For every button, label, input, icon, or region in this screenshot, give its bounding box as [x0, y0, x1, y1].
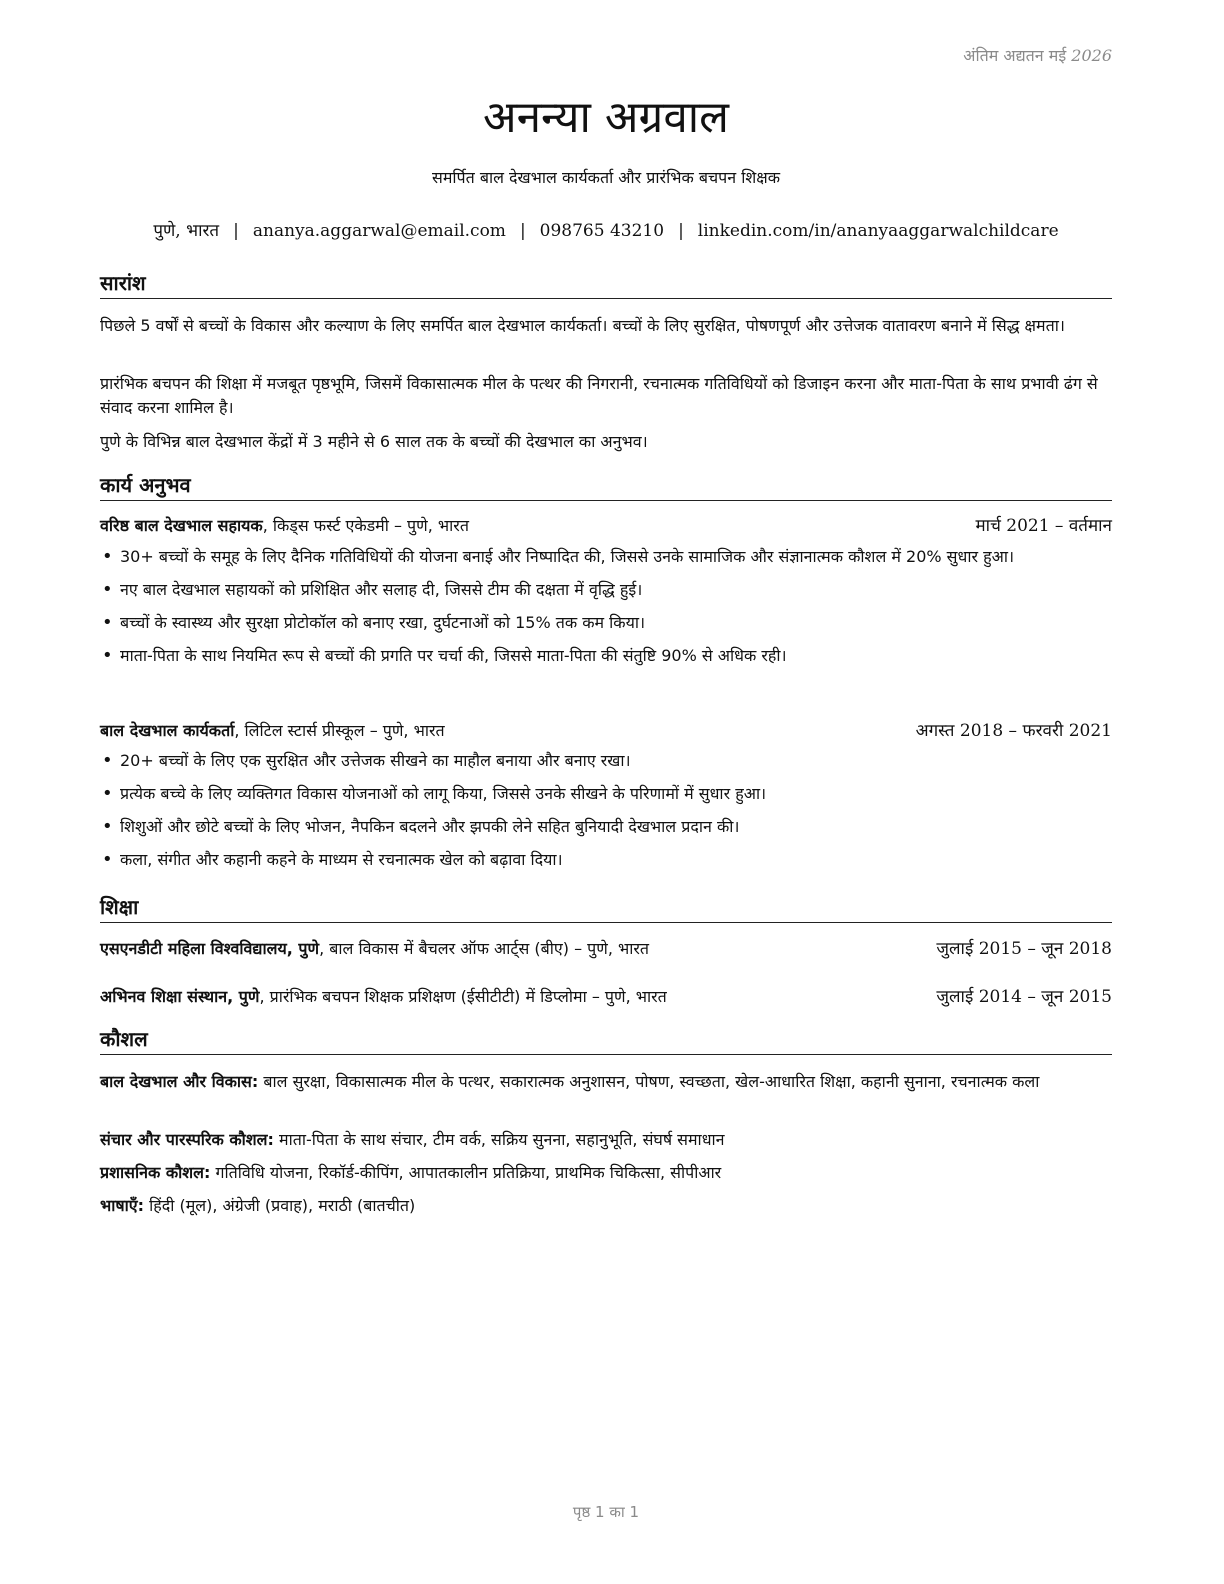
job-dates: अगस्त 2018 – फरवरी 2021 — [915, 721, 1112, 741]
summary-paragraph: पिछले 5 वर्षों से बच्चों के विकास और कल्याण के लिए समर्पित बाल देखभाल कार्यकर्ता। बच्चों के लिए सुरक्षित, पोषणपूर्ण और उत्तेजक वातावरण बनाने में सिद्ध क्षमता। — [100, 316, 1065, 335]
contact-email-link[interactable]: ananya.aggarwal@email.com — [252, 221, 506, 241]
job-dates: मार्च 2021 – वर्तमान — [975, 516, 1112, 536]
summary-paragraph: प्रारंभिक बचपन की शिक्षा में मजबूत पृष्ठभूमि, जिसमें विकासात्मक मील के पत्थर की निगरानी, रचनात्मक गतिविधियों को डिजाइन करना और माता-पिता के साथ प्रभावी ढंग से संवाद करना शामिल है। — [100, 374, 1098, 417]
list-item: • बच्चों के स्वास्थ्य और सुरक्षा प्रोटोकॉल को बनाए रखा, दुर्घटनाओं को 15% तक कम किया। — [100, 611, 1112, 635]
job-header — [100, 719, 1112, 743]
list-item: • 20+ बच्चों के लिए एक सुरक्षित और उत्तेजक सीखने का माहौल बनाया और बनाए रखा। — [100, 749, 1112, 773]
list-item: • कला, संगीत और कहानी कहने के माध्यम से रचनात्मक खेल को बढ़ावा दिया। — [100, 848, 1112, 872]
page-number-footer: पृष्ठ 1 का 1 — [572, 1503, 640, 1521]
section-title-skills: कौशल — [100, 1026, 1112, 1055]
section-title-education: शिक्षा — [100, 894, 1112, 923]
job-organization: , लिटिल स्टार्स प्रीस्कूल – पुणे, भारत — [234, 721, 445, 740]
contact-line — [100, 218, 1112, 241]
contact-separator: | — [519, 221, 526, 241]
job-header — [100, 514, 1112, 538]
contact-separator: | — [678, 221, 684, 241]
summary-paragraph: पुणे के विभिन्न बाल देखभाल केंद्रों में 3 महीने से 6 साल तक के बच्चों की देखभाल का अनुभव। — [100, 432, 648, 451]
job-bullets — [100, 545, 1112, 677]
education-dates: जुलाई 2014 – जून 2015 — [936, 987, 1112, 1007]
section-title-summary: सारांश — [100, 270, 1112, 299]
skill-label: संचार और पारस्परिक कौशल: — [100, 1130, 274, 1149]
education-dates: जुलाई 2015 – जून 2018 — [936, 939, 1112, 959]
skill-label: प्रशासनिक कौशल: — [100, 1163, 211, 1182]
job-bullets — [100, 749, 1112, 881]
candidate-name: अनन्या अग्रवाल — [482, 92, 730, 143]
skill-value: बाल सुरक्षा, विकासात्मक मील के पत्थर, सकारात्मक अनुशासन, पोषण, स्वच्छता, खेल-आधारित शिक्षा, कहानी सुनाना, रचनात्मक कला — [258, 1072, 1040, 1091]
job-role: बाल देखभाल कार्यकर्ता — [100, 721, 235, 740]
list-item: • नए बाल देखभाल सहायकों को प्रशिक्षित और सलाह दी, जिससे टीम की दक्षता में वृद्धि हुई। — [100, 578, 1112, 602]
last-updated — [963, 44, 1112, 66]
contact-location: पुणे, भारत — [153, 221, 220, 241]
skill-row — [100, 1128, 1112, 1152]
skill-label: भाषाएँ: — [100, 1196, 145, 1215]
skill-row — [100, 1194, 1112, 1218]
headline: समर्पित बाल देखभाल कार्यकर्ता और प्रारंभिक बचपन शिक्षक — [432, 168, 780, 187]
last-updated-year: 2026 — [1071, 46, 1112, 65]
list-item: • प्रत्येक बच्चे के लिए व्यक्तिगत विकास योजनाओं को लागू किया, जिससे उनके सीखने के परिणामों में सुधार हुआ। — [100, 782, 1112, 806]
skill-value: हिंदी (मूल), अंग्रेजी (प्रवाह), मराठी (बातचीत) — [144, 1196, 416, 1215]
list-item: • शिशुओं और छोटे बच्चों के लिए भोजन, नैपकिन बदलने और झपकी लेने सहित बुनियादी देखभाल प्रदान की। — [100, 815, 1112, 839]
last-updated-label: अंतिम अद्यतन मई — [963, 46, 1067, 65]
skill-row — [100, 1070, 1112, 1094]
skill-label: बाल देखभाल और विकास: — [100, 1072, 259, 1091]
job-role: वरिष्ठ बाल देखभाल सहायक — [100, 516, 263, 535]
education-institution: अभिनव शिक्षा संस्थान, पुणे — [100, 987, 260, 1006]
section-title-experience: कार्य अनुभव — [100, 472, 1112, 501]
contact-separator: | — [233, 221, 239, 241]
education-detail: , बाल विकास में बैचलर ऑफ आर्ट्स (बीए) – पुणे, भारत — [319, 939, 650, 958]
skill-value: गतिविधि योजना, रिकॉर्ड-कीपिंग, आपातकालीन प्रतिक्रिया, प्राथमिक चिकित्सा, सीपीआर — [210, 1163, 722, 1182]
resume-page — [100, 0, 1112, 1584]
education-item — [100, 985, 1112, 1009]
list-item: • माता-पिता के साथ नियमित रूप से बच्चों की प्रगति पर चर्चा की, जिससे माता-पिता की संतुष्टि 90% से अधिक रही। — [100, 644, 1112, 668]
skill-value: माता-पिता के साथ संचार, टीम वर्क, सक्रिय सुनना, सहानुभूति, संघर्ष समाधान — [273, 1130, 725, 1149]
contact-phone: 098765 43210 — [539, 221, 665, 241]
education-institution: एसएनडीटी महिला विश्वविद्यालय, पुणे — [100, 939, 320, 958]
job-organization: , किड्स फर्स्ट एकेडमी – पुणे, भारत — [262, 516, 469, 535]
list-item: • 30+ बच्चों के समूह के लिए दैनिक गतिविधियों की योजना बनाई और निष्पादित की, जिससे उनके सामाजिक और संज्ञानात्मक कौशल में 20% सुधार हुआ। — [100, 545, 1112, 569]
education-detail: , प्रारंभिक बचपन शिक्षक प्रशिक्षण (ईसीटीटी) में डिप्लोमा – पुणे, भारत — [259, 987, 667, 1006]
contact-linkedin-link[interactable]: linkedin.com/in/ananyaaggarwalchildcare — [697, 221, 1059, 241]
skill-row — [100, 1161, 1112, 1185]
education-item — [100, 937, 1112, 961]
